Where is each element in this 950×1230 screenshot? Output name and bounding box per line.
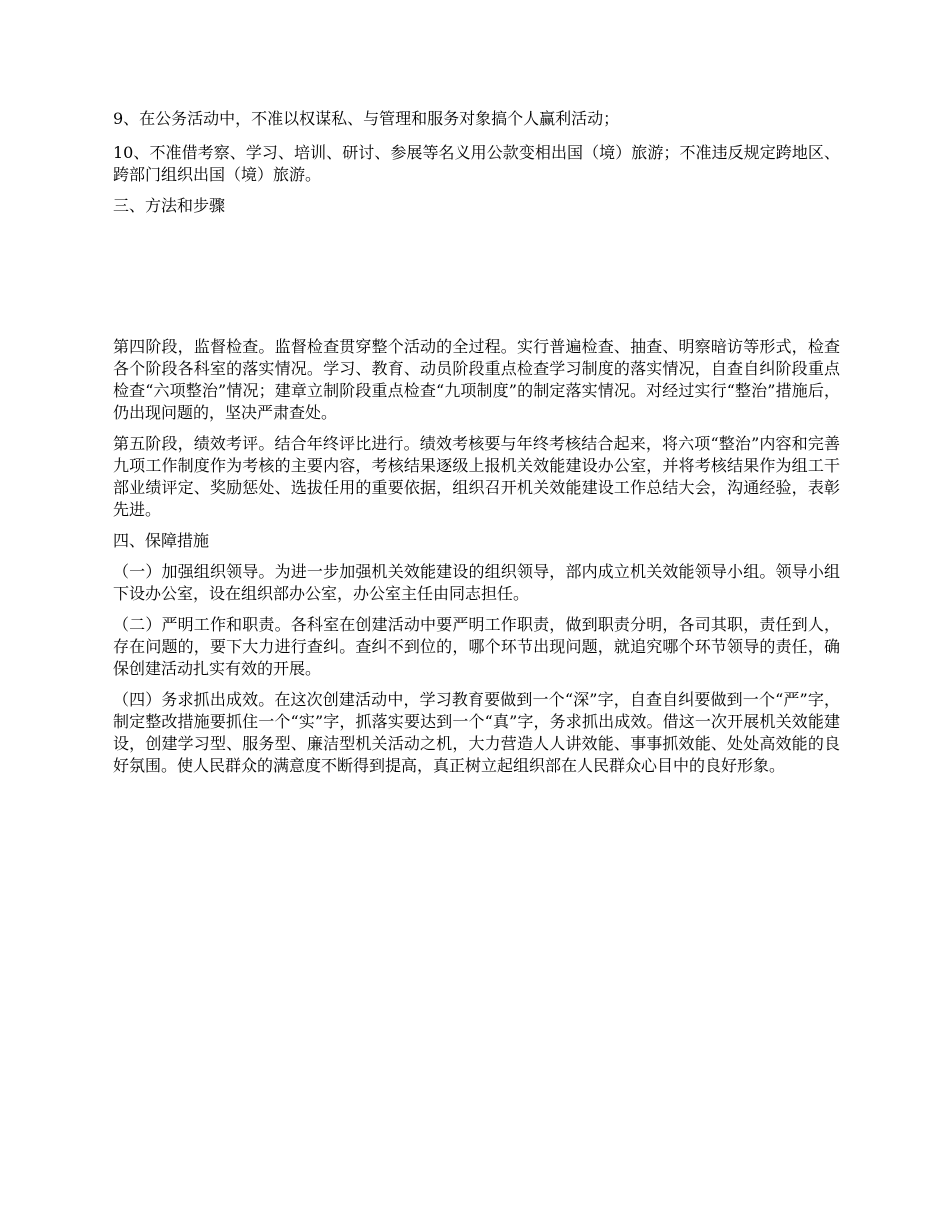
- paragraph-rule-9: 9、在公务活动中，不准以权谋私、与管理和服务对象搞个人赢利活动；: [113, 109, 620, 128]
- paragraph-measure-4: （四）务求抓出成效。在这次创建活动中，学习教育要做到一个“深”字，自查自纠要做到一个“严”字，制定整改措施要抓住一个“实”字，抓落实要达到一个“真”字，务求抓出成效。借这一次开展机关效能建设，创建学习型、服务型、廉洁型机关活动之机，大力营造人人讲效能、事事抓效能、处处高效能的良好氛围。使人民群众的满意度不断得到提高，真正树立起组织部在人民群众心目中的良好形象。: [113, 690, 840, 775]
- paragraph-measure-1: （一）加强组织领导。为进一步加强机关效能建设的组织领导，部内成立机关效能领导小组。领导小组下设办公室，设在组织部办公室，办公室主任由同志担任。: [113, 562, 840, 603]
- paragraph-measure-2: （二）严明工作和职责。各科室在创建活动中要严明工作职责，做到职责分明，各司其职，责任到人，存在问题的，要下大力进行查纠。查纠不到位的，哪个环节出现问题，就追究哪个环节领导的责任，确保创建活动扎实有效的开展。: [113, 615, 840, 678]
- paragraph-stage-4: 第四阶段，监督检查。监督检查贯穿整个活动的全过程。实行普遍检查、抽查、明察暗访等形式，检查各个阶段各科室的落实情况。学习、教育、动员阶段重点检查学习制度的落实情况，自查自纠阶段重点检查“六项整治”情况；建章立制阶段重点检查“九项制度”的制定落实情况。对经过实行“整治”措施后，仍出现问题的，坚决严肃查处。: [113, 337, 840, 422]
- paragraph-stage-5: 第五阶段，绩效考评。结合年终评比进行。绩效考核要与年终考核结合起来，将六项“整治”内容和完善九项工作制度作为考核的主要内容，考核结果逐级上报机关效能建设办公室，并将考核结果作为组工干部业绩评定、奖励惩处、选拔任用的重要依据，组织召开机关效能建设工作总结大会，沟通经验，表彰先进。: [113, 434, 840, 519]
- paragraph-rule-10: 10、不准借考察、学习、培训、研讨、参展等名义用公款变相出国（境）旅游；不准违反规定跨地区、跨部门组织出国（境）旅游。: [113, 143, 840, 184]
- document-page: [113, 108, 840, 786]
- section-heading-safeguards: 四、保障措施: [113, 531, 210, 550]
- section-heading-methods: 三、方法和步骤: [113, 196, 226, 215]
- blank-gap: [113, 226, 840, 336]
